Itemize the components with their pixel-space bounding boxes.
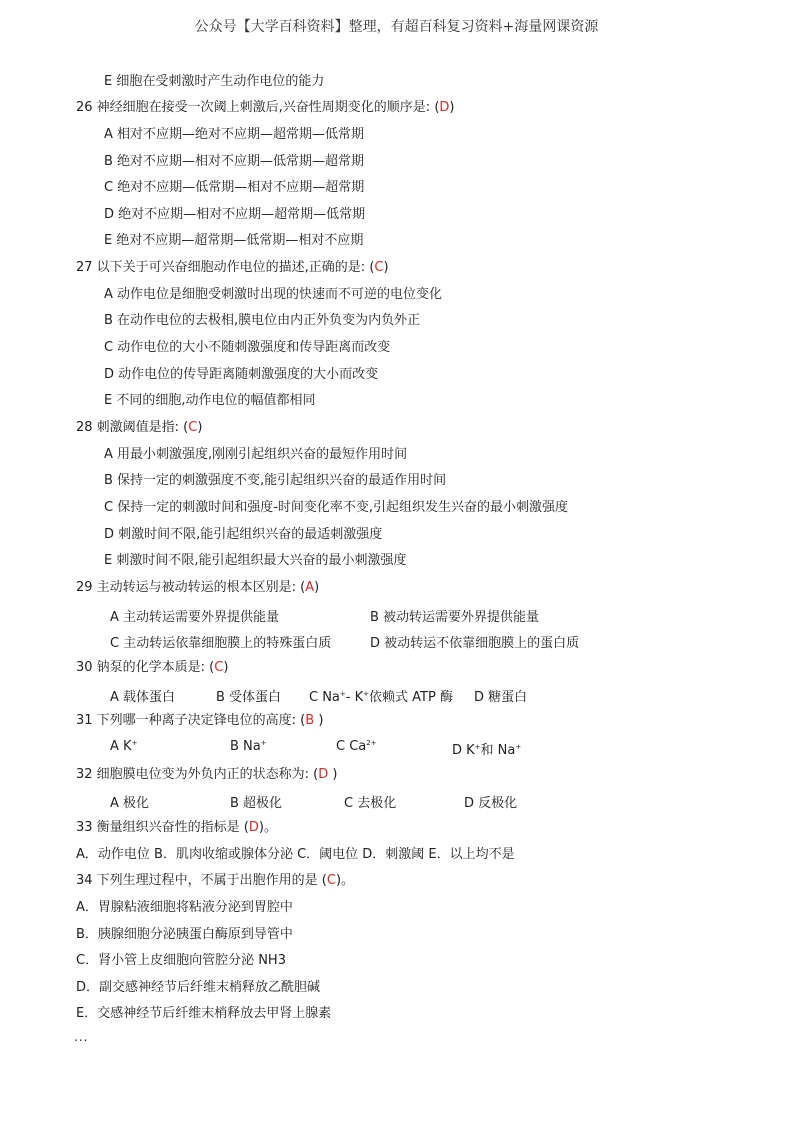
answer: C <box>374 260 384 275</box>
q29-option-a: A 主动转运需要外界提供能量 <box>110 610 280 625</box>
q32-option-b: B 超极化 <box>230 796 283 811</box>
q31-option-b: B Na+ <box>230 739 267 754</box>
q31-option-a: A K+ <box>110 739 138 754</box>
q30-option-a: A 载体蛋白 <box>110 690 176 705</box>
answer: D <box>318 767 329 782</box>
question-26: 26 神经细胞在接受一次阈上刺激后,兴奋性周期变化的顺序是: (D) <box>76 100 455 115</box>
question-33: 33 衡量组织兴奋性的指标是 (D)。 <box>76 820 277 835</box>
question-32: 32 细胞膜电位变为外负内正的状态称为: (D ) <box>76 767 338 782</box>
answer: C <box>214 660 224 675</box>
question-34: 34 下列生理过程中，不属于出胞作用的是 (C)。 <box>76 873 355 888</box>
q31-option-c: C $Ca^{2+}$ <box>336 739 377 754</box>
q26-option-a: A 相对不应期—绝对不应期—超常期—低常期 <box>104 127 365 142</box>
q28-option-b: B 保持一定的刺激强度不变,能引起组织兴奋的最适作用时间 <box>104 473 447 488</box>
q34-option-c: C．肾小管上皮细胞向管腔分泌 NH3 <box>76 953 286 968</box>
q33-options: A．动作电位 B．肌肉收缩或腺体分泌 C．阈电位 D．刺激阈 E．以上均不是 <box>76 847 515 862</box>
question-29: 29 主动转运与被动转运的根本区别是: (A) <box>76 580 320 595</box>
question-28: 28 刺激阈值是指: (C) <box>76 420 203 435</box>
q28-option-d: D 刺激时间不限,能引起组织兴奋的最适刺激强度 <box>104 527 383 542</box>
q29-option-c: C 主动转运依靠细胞膜上的特殊蛋白质 <box>110 636 332 651</box>
q30-option-c: C Na+- K+依赖式 ATP 酶 <box>309 690 453 705</box>
q28-option-e: E 刺激时间不限,能引起组织最大兴奋的最小刺激强度 <box>104 553 407 568</box>
q32-option-d: D 反极化 <box>464 796 518 811</box>
q32-option-c: C 去极化 <box>344 796 397 811</box>
q26-option-d: D 绝对不应期—相对不应期—超常期—低常期 <box>104 207 366 222</box>
q29-option-d: D 被动转运不依靠细胞膜上的蛋白质 <box>370 636 580 651</box>
q27-option-b: B 在动作电位的去极相,膜电位由内正外负变为内负外正 <box>104 313 421 328</box>
page-header: 公众号【大学百科资料】整理，有超百科复习资料+海量网课资源 <box>194 19 599 35</box>
q34-option-e: E．交感神经节后纤维末梢释放去甲肾上腺素 <box>76 1006 332 1021</box>
q32-option-a: A 极化 <box>110 796 150 811</box>
q28-option-c: C 保持一定的刺激时间和强度-时间变化率不变,引起组织发生兴奋的最小刺激强度 <box>104 500 569 515</box>
q27-option-d: D 动作电位的传导距离随刺激强度的大小而改变 <box>104 367 379 382</box>
q26-option-e: E 绝对不应期—超常期—低常期—相对不应期 <box>104 233 364 248</box>
q34-option-b: B．胰腺细胞分泌胰蛋白酶原到导管中 <box>76 927 293 942</box>
q27-option-e: E 不同的细胞,动作电位的幅值都相同 <box>104 393 316 408</box>
answer: D <box>439 100 450 115</box>
q27-option-c: C 动作电位的大小不随刺激强度和传导距离而改变 <box>104 340 391 355</box>
answer: C <box>326 873 336 888</box>
q27-option-a: A 动作电位是细胞受刺激时出现的快速而不可逆的电位变化 <box>104 287 443 302</box>
question-31: 31 下列哪一种离子决定锋电位的高度: (B ) <box>76 713 324 728</box>
q26-option-c: C 绝对不应期—低常期—相对不应期—超常期 <box>104 180 365 195</box>
continuation-ellipsis: ... <box>74 1030 89 1044</box>
q29-option-b: B 被动转运需要外界提供能量 <box>370 610 540 625</box>
question-27: 27 以下关于可兴奋细胞动作电位的描述,正确的是: (C) <box>76 260 389 275</box>
q30-option-d: D 糖蛋白 <box>474 690 528 705</box>
q26-option-b: B 绝对不应期—相对不应期—低常期—超常期 <box>104 154 365 169</box>
answer: B <box>305 713 315 728</box>
q31-option-d: D K+和 Na+ <box>452 743 522 758</box>
q34-option-d: D．副交感神经节后纤维末梢释放乙酰胆碱 <box>76 980 321 995</box>
q28-option-a: A 用最小刺激强度,刚刚引起组织兴奋的最短作用时间 <box>104 447 408 462</box>
answer: C <box>188 420 198 435</box>
q25-option-e: E 细胞在受刺激时产生动作电位的能力 <box>104 74 325 89</box>
q30-option-b: B 受体蛋白 <box>216 690 282 705</box>
answer: A <box>305 580 315 595</box>
question-30: 30 钠泵的化学本质是: (C) <box>76 660 229 675</box>
answer: D <box>248 820 259 835</box>
q34-option-a: A．胃腺粘液细胞将粘液分泌到胃腔中 <box>76 900 293 915</box>
